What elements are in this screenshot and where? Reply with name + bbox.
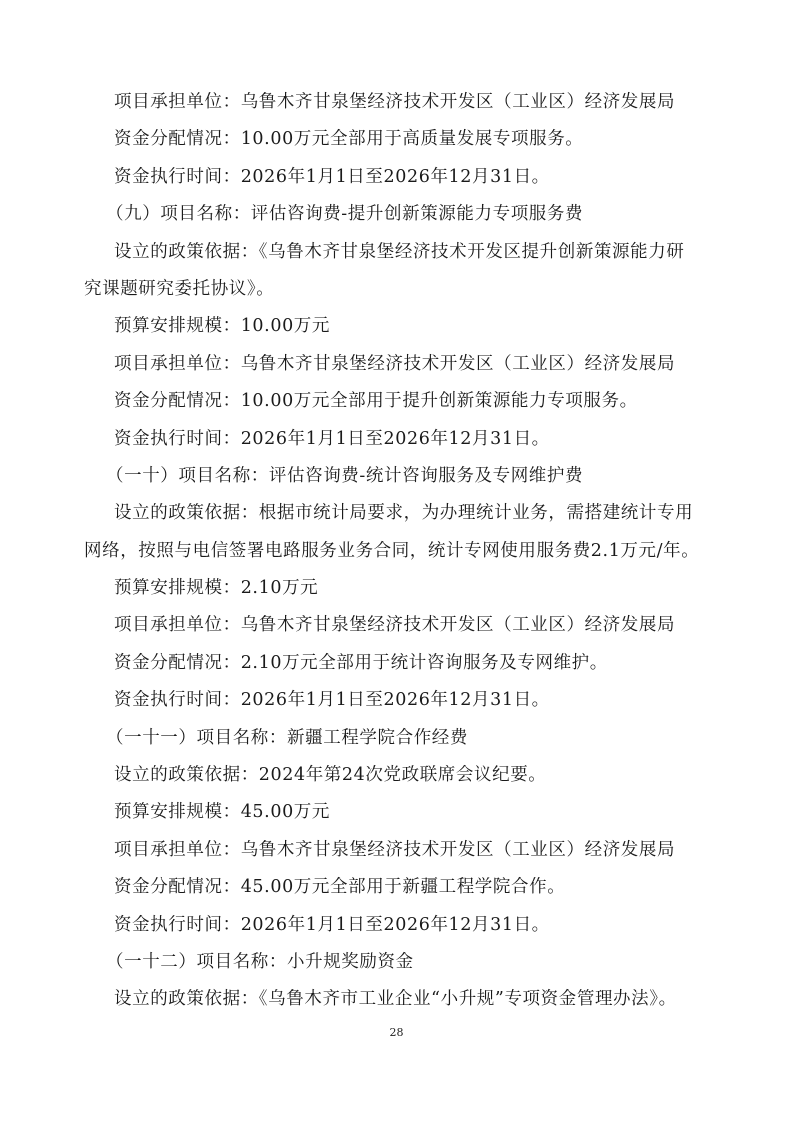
fund-allocation-line: 资金分配情况：45.00万元全部用于新疆工程学院合作。 (114, 877, 566, 898)
execution-time-line: 资金执行时间：2026年1月1日至2026年12月31日。 (114, 914, 550, 935)
execution-time-line: 资金执行时间：2026年1月1日至2026年12月31日。 (114, 690, 550, 711)
policy-basis-line: 设立的政策依据：2024年第24次党政联席会议纪要。 (114, 765, 547, 786)
page-number: 28 (389, 1026, 404, 1039)
policy-basis-line: 设立的政策依据：《乌鲁木齐甘泉堡经济技术开发区提升创新策源能力研 (114, 241, 685, 262)
execution-time-line: 资金执行时间：2026年1月1日至2026年12月31日。 (114, 428, 550, 449)
project-unit-line: 项目承担单位：乌鲁木齐甘泉堡经济技术开发区（工业区）经济发展局 (114, 92, 676, 112)
project-unit-line: 项目承担单位：乌鲁木齐甘泉堡经济技术开发区（工业区）经济发展局 (114, 615, 676, 636)
project-heading-11: （一十一）项目名称：新疆工程学院合作经费 (106, 727, 468, 748)
project-heading-10: （一十）项目名称：评估咨询费-统计咨询服务及专网维护费 (106, 465, 584, 486)
project-unit-line: 项目承担单位：乌鲁木齐甘泉堡经济技术开发区（工业区）经济发展局 (114, 839, 676, 860)
policy-basis-continuation: 网络，按照与电信签署电路服务业务合同，统计专网使用服务费2.1万元/年。 (84, 540, 700, 561)
policy-basis-line: 设立的政策依据：《乌鲁木齐市工业企业“小升规”专项资金管理办法》。 (114, 989, 677, 1010)
fund-allocation-line: 资金分配情况：10.00万元全部用于高质量发展专项服务。 (114, 129, 584, 150)
document-body (84, 84, 714, 1019)
project-unit-line: 项目承担单位：乌鲁木齐甘泉堡经济技术开发区（工业区）经济发展局 (114, 353, 676, 374)
project-heading-12: （一十二）项目名称：小升规奖励资金 (106, 951, 414, 972)
project-heading-9: （九）项目名称：评估咨询费-提升创新策源能力专项服务费 (106, 204, 584, 225)
policy-basis-continuation: 究课题研究委托协议》。 (84, 278, 275, 299)
fund-allocation-line: 资金分配情况：10.00万元全部用于提升创新策源能力专项服务。 (114, 391, 638, 412)
execution-time-line: 资金执行时间：2026年1月1日至2026年12月31日。 (114, 166, 550, 187)
budget-scale-line: 预算安排规模：2.10万元 (114, 578, 319, 599)
fund-allocation-line: 资金分配情况：2.10万元全部用于统计咨询服务及专网维护。 (114, 652, 608, 673)
policy-basis-line: 设立的政策依据：根据市统计局要求，为办理统计业务，需搭建统计专用 (114, 503, 694, 524)
budget-scale-line: 预算安排规模：45.00万元 (114, 802, 330, 823)
budget-scale-line: 预算安排规模：10.00万元 (114, 316, 330, 337)
